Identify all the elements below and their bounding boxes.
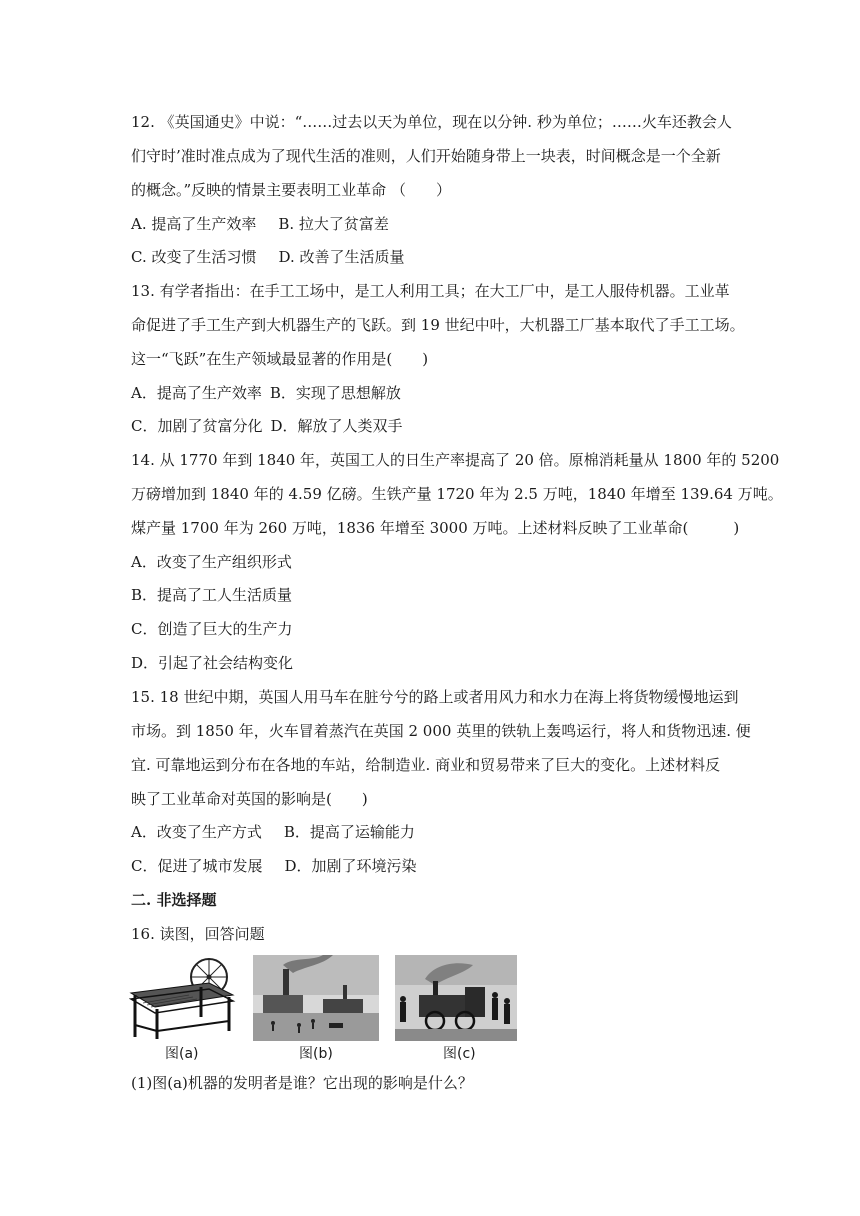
q15-stem-line4: 映了工业革命对英国的影响是( ) bbox=[131, 790, 368, 808]
q13-option-b: B．实现了思想解放 bbox=[269, 384, 401, 402]
figure-c-caption: 图(c) bbox=[443, 1046, 476, 1062]
q14-option-c: C．创造了巨大的生产力 bbox=[131, 620, 293, 638]
section-heading: 二. 非选择题 bbox=[131, 891, 217, 909]
q15-options-row1 bbox=[131, 822, 415, 842]
q14-stem-line1: 14. 从 1770 年到 1840 年，英国工人的日生产率提高了 20 倍。原棉消耗量从 1800 年的 5200 bbox=[131, 451, 780, 469]
q14-option-a: A．改变了生产组织形式 bbox=[131, 553, 292, 571]
q15-stem-line1: 15. 18 世纪中期，英国人用马车在脏兮兮的路上或者用风力和水力在海上将货物缓慢地运到 bbox=[131, 688, 739, 706]
q12-option-b: B. 拉大了贫富差 bbox=[278, 215, 389, 233]
q15-stem-line2: 市场。到 1850 年，火车冒着蒸汽在英国 2 000 英里的铁轨上轰鸣运行，将人和货物迅速. 便 bbox=[131, 722, 751, 740]
q13-stem-line1: 13. 有学者指出：在手工工场中，是工人利用工具；在大工厂中，是工人服侍机器。工业革 bbox=[131, 282, 730, 300]
q13-stem-line2: 命促进了手工生产到大机器生产的飞跃。到 19 世纪中叶，大机器工厂基本取代了手工工场。 bbox=[131, 316, 745, 334]
figure-b-factory-scene bbox=[253, 955, 379, 1041]
q14-option-b: B．提高了工人生活质量 bbox=[131, 586, 293, 604]
q13-option-a: A．提高了生产效率 bbox=[131, 384, 262, 402]
q16-subquestion-1: (1)图(a)机器的发明者是谁？它出现的影响是什么？ bbox=[131, 1074, 473, 1092]
q13-options-row2 bbox=[131, 416, 403, 436]
q12-stem-line1: 12. 《英国通史》中说：“……过去以天为单位，现在以分钟. 秒为单位；……火车还教会人 bbox=[131, 113, 732, 131]
q14-stem-line3: 煤产量 1700 年为 260 万吨，1836 年增至 3000 万吨。上述材料反映了工业革命( ) bbox=[131, 519, 740, 537]
q13-option-c: C．加剧了贫富分化 bbox=[131, 417, 263, 435]
q13-option-d: D．解放了人类双手 bbox=[270, 417, 403, 435]
q15-option-a: A．改变了生产方式 bbox=[131, 823, 262, 841]
figure-b-caption: 图(b) bbox=[299, 1046, 333, 1062]
q12-option-c: C. 改变了生活习惯 bbox=[131, 248, 257, 266]
q15-stem-line3: 宜. 可靠地运到分布在各地的车站，给制造业. 商业和贸易带来了巨大的变化。上述材料反 bbox=[131, 756, 721, 774]
q14-stem-line2: 万磅增加到 1840 年的 4.59 亿磅。生铁产量 1720 年为 2.5 万吨，1840 年增至 139.64 万吨。 bbox=[131, 485, 783, 503]
q15-option-d: D．加剧了环境污染 bbox=[284, 857, 417, 875]
q12-stem-line2: 们守时’准时准点成为了现代生活的准则，人们开始随身带上一块表，时间概念是一个全新 bbox=[131, 147, 721, 165]
q12-option-d: D. 改善了生活质量 bbox=[278, 248, 405, 266]
q13-options-row1 bbox=[131, 383, 401, 403]
figure-row bbox=[129, 955, 529, 1060]
q16-stem: 16. 读图，回答问题 bbox=[131, 925, 265, 943]
q12-option-a: A. 提高了生产效率 bbox=[131, 215, 257, 233]
figure-c-locomotive-scene bbox=[395, 955, 517, 1041]
q12-options-row2 bbox=[131, 247, 405, 267]
q15-option-c: C．促进了城市发展 bbox=[131, 857, 263, 875]
q15-options-row2 bbox=[131, 856, 417, 876]
figure-a-spinning-machine bbox=[129, 955, 237, 1041]
figure-a-caption: 图(a) bbox=[165, 1046, 199, 1062]
q13-stem-line3: 这一“飞跃”在生产领域最显著的作用是( ) bbox=[131, 350, 429, 368]
q14-option-d: D．引起了社会结构变化 bbox=[131, 654, 294, 672]
q15-option-b: B．提高了运输能力 bbox=[283, 823, 415, 841]
q12-options-row1 bbox=[131, 214, 389, 234]
q12-stem-line3: 的概念。”反映的情景主要表明工业革命 （ ） bbox=[131, 181, 451, 199]
